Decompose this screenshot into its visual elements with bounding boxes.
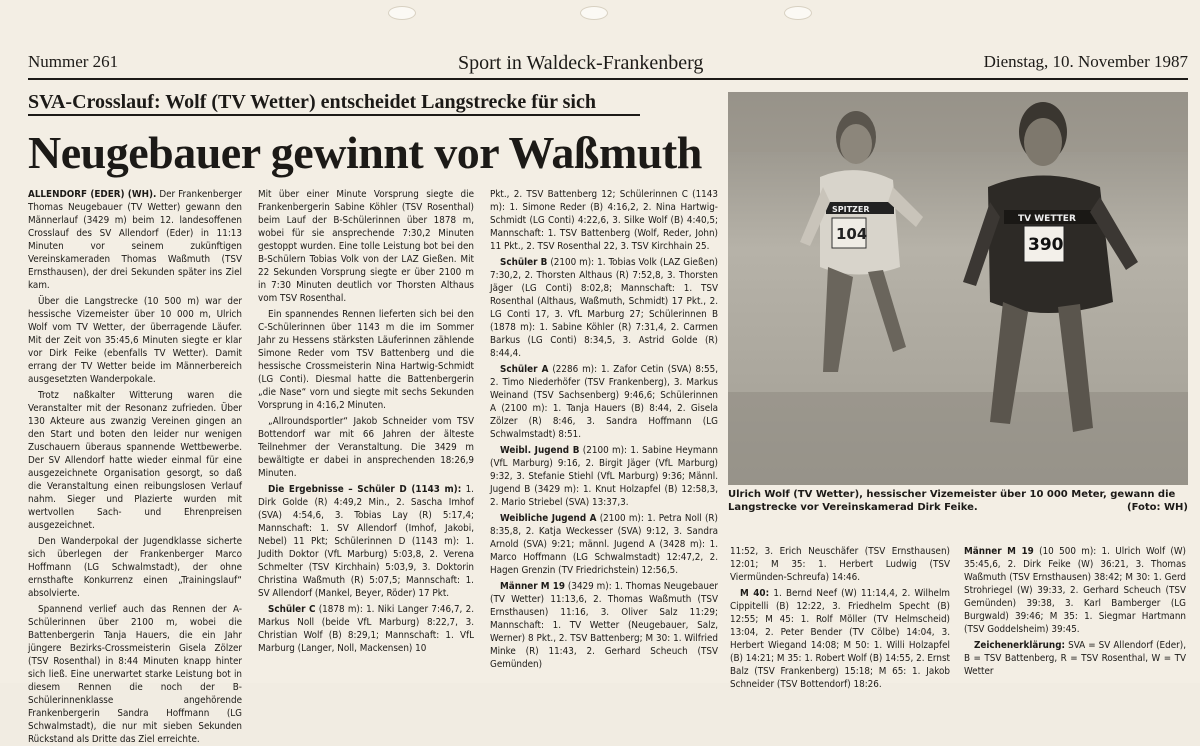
paragraph-lead: Männer M 19	[500, 581, 565, 592]
paragraph-text: Den Wanderpokal der Jugendklasse sicherte sich überlegen der Frankenberger Marco Hoffmann (LG Schwalmstadt), der ohne ernsthafte Konkurrenz einen „Trainingslauf“ absolvierte.	[28, 536, 242, 599]
text-column-1	[28, 188, 243, 745]
text-column-4	[730, 545, 950, 690]
paragraph-text: (2286 m): 1. Zafor Cetin (SVA) 8:55, 2. Timo Niederhöfer (TSV Frankenberg), 3. Markus Weinand (TSV Sachsenberg) 9:46,6; Schülerinnen A (2100 m): 1. Tanja Hauers (B) 8:44, 2. Gisela Zölzer (R) 8:46, 3. Sandra Hoffmann (LG Schwalmstadt) 8:51.	[490, 364, 718, 440]
paragraph-lead: M 40:	[740, 588, 770, 599]
paragraph-lead: Die Ergebnisse – Schüler D (1143 m):	[268, 484, 462, 495]
text-column-3	[490, 188, 718, 680]
paragraph	[490, 188, 718, 253]
photo-caption	[728, 488, 1188, 514]
punch-hole	[784, 6, 812, 20]
paragraph-text: Trotz naßkalter Witterung waren die Veranstalter mit der Resonanz zufrieden. Über 130 Akteure aus zwanzig Vereinen gingen an den Start und boten den leider nur wenigen Zuschauern überaus spannende Wettbewerbe. Der SV Allendorf hatte wieder einmal für eine ausgezeichnete Organisation gesorgt, so daß die Veranstaltung einen reibungslosen Verlauf nahm. Sieger und Plazierte wurden mit wertvollen Sach- und Ehrenpreisen ausgezeichnet.	[28, 390, 242, 531]
paragraph-text: 1. Bernd Neef (W) 11:14,4, 2. Wilhelm Cippitelli (B) 12:22, 3. Friedhelm Specht (B) 12:55; M 45: 1. Rolf Möller (TV Helmscheid) 13:04, 2. Peter Bender (TV Cölbe) 14:04, 3. Herbert Wiegand 14:08; M 50: 1. Willi Holzapfel (B) 14:21; M 35: 1. Robert Wolf (B) 14:55, 2. Ernst Balz (TSV Frankenberg) 15:18; M 65: 1. Jakob Schneider (TSV Bottendorf) 18:26.	[730, 588, 950, 690]
paragraph-lead: Schüler C	[268, 604, 316, 615]
section-title: Sport in Waldeck-Frankenberg	[458, 52, 704, 74]
paragraph	[730, 545, 950, 584]
bib-right: 390	[1028, 235, 1064, 255]
text-column-5	[964, 545, 1186, 681]
paragraph	[28, 389, 242, 532]
paragraph	[490, 256, 718, 360]
shirt-print-left: SPITZER	[832, 205, 870, 214]
text-column-2	[258, 188, 474, 680]
paragraph	[490, 512, 718, 577]
paragraph-text: Ein spannendes Rennen lieferten sich bei den C-Schülerinnen über 1143 m die im Sommer Jahr zu Hessens stärksten Läuferinnen zählende Simone Reder vom TSV Battenberg und die hessische Crossmeisterin Nina Hartwig-Schmidt (LG Conti). Diesmal hatte die Battenbergerin „die Nase“ vorn und siegte mit sechs Sekunden Vorsprung in 4:16,2 Minuten.	[258, 309, 474, 411]
paragraph-text: 11:52, 3. Erich Neuschäfer (TSV Ernsthausen) 12:01; M 35: 1. Herbert Ludwig (TSV Viermünden-Schreufa) 14:46.	[730, 546, 950, 583]
paragraph-text: Spannend verlief auch das Rennen der A-Schülerinnen über 2100 m, wobei die Battenbergerin Tanja Hauers, die ein Jahr jüngere Bezirks-Crossmeisterin Gisela Zölzer (TSV Rosenthal) in 8:44 Minuten knapp hinter sich ließ. Eine unerwartet starke Leistung bot in diesem Rennen die noch der B-Schülerinnenklasse angehörende Frankenbergerin Sandra Hoffmann (LG Schwalmstadt), die nur mit sieben Sekunden Rückstand als Dritte das Ziel erreichte.	[28, 604, 242, 745]
paragraph	[28, 188, 242, 292]
paragraph-text: „Allroundsportler“ Jakob Schneider vom TSV Bottendorf war mit 66 Jahren der älteste Teilnehmer der Veranstaltung. Die 3429 m bewältigte er dabei in ansprechenden 18:26,9 Minuten.	[258, 416, 474, 479]
article-headline: Neugebauer gewinnt vor Waßmuth	[28, 127, 702, 178]
punch-hole	[580, 6, 608, 20]
paragraph-text: SVA = SV Allendorf (Eder), B = TSV Battenberg, R = TSV Rosenthal, W = TV Wetter	[964, 640, 1186, 677]
paragraph-text: Mit über einer Minute Vorsprung siegte die Frankenbergerin Sabine Köhler (TSV Rosenthal) beim Lauf der B-Schülerinnen über 1878 m, wobei für sie ansprechende 7:30,2 Minuten gestoppt wurden. Eine tolle Leistung bot bei den B-Schülern Tobias Volk von der LAZ Gießen. Mit 22 Sekunden Vorsprung siegte er über 2100 m in 7:30 Minuten deutlich vor Thorsten Althaus vom TSV Rosenthal.	[258, 189, 474, 304]
runners-illustration	[728, 92, 1188, 485]
paragraph	[28, 535, 242, 600]
article-kicker: SVA-Crosslauf: Wolf (TV Wetter) entscheidet Langstrecke für sich	[28, 90, 640, 116]
caption-text: Ulrich Wolf (TV Wetter), hessischer Vizemeister über 10 000 Meter, gewann die Langstrecke vor Vereinskamerad Dirk Feike.	[728, 489, 1176, 513]
paragraph	[490, 363, 718, 441]
paragraph-lead: Weibl. Jugend B	[500, 445, 580, 456]
paragraph-text: (1878 m): 1. Niki Langer 7:46,7, 2. Markus Noll (beide VfL Marburg) 8:22,7, 3. Christian Wolf (B) 8:29,1; Mannschaft: 1. VfL Marburg (Langer, Noll, Mackensen) 10	[258, 604, 475, 654]
issue-number: Nummer 261	[28, 52, 119, 71]
paragraph	[258, 415, 474, 480]
masthead	[28, 50, 1188, 80]
paragraph-lead: Zeichenerklärung:	[974, 640, 1066, 651]
paragraph	[490, 580, 718, 671]
paragraph-text: Über die Langstrecke (10 500 m) war der hessische Vizemeister über 10 000 m, Ulrich Wolf vom TV Wetter, der überragende Läufer. Mit der Zeit von 35:45,6 Minuten siegte er klar vor Dirk Feike (ebenfalls TV Wetter). Damit errang der TV Wetter beide im Männerbereich ausgesetzten Wanderpokale.	[28, 296, 242, 385]
paragraph-text: Pkt., 2. TSV Battenberg 12; Schülerinnen C (1143 m): 1. Simone Reder (B) 4:16,2, 2. Nina Hartwig-Schmidt (LG Conti) 4:22,6, 3. Silke Wolf (B) 4:40,5; Mannschaft: 1. TSV Battenberg (Wolf, Reder, John) 11 Pkt., 2. TSV Rosenthal 22, 3. TSV Kirchhain 25.	[490, 189, 718, 252]
shirt-print-right: TV WETTER	[1018, 214, 1076, 224]
paragraph-lead: Schüler A	[500, 364, 549, 375]
paragraph	[730, 587, 950, 691]
paragraph	[258, 483, 474, 600]
paragraph-text: (2100 m): 1. Tobias Volk (LAZ Gießen) 7:30,2, 2. Thorsten Althaus (R) 7:52,8, 3. Thorsten Jäger (LG Conti) 8:02,8; Mannschaft: 1. TSV Rosenthal (Althaus, Waßmuth, Schmidt) 17 Pkt., 2. LG Conti 17, 3. VfL Marburg 27; Schülerinnen B (1878 m): 1. Sabine Köhler (R) 7:31,4, 2. Carmen Barkus (LG Conti) 8:34,5, 3. Astrid Golde (R) 8:44,4.	[490, 257, 718, 359]
paragraph-text: 1. Dirk Golde (R) 4:49,2 Min., 2. Sascha Imhof (SVA) 4:54,6, 3. Tobias Lay (R) 5:17,4; Mannschaft: 1. SV Allendorf (Imhof, Jakobi, Nebel) 11 Pkt; Schülerinnen D (1143 m): 1. Judith Doktor (VfL Marburg) 5:03,8, 2. Verena Schmelter (TSV Kirchhain) 5:03,9, 3. Doktorin Christina Waßmuth (R) 5:07,5; Mannschaft: 1. SV Allendorf (Mankel, Beyer, Röder) 17 Pkt.	[258, 484, 474, 599]
paragraph-lead: Weibliche Jugend A	[500, 513, 597, 524]
paragraph-text: (2100 m): 1. Sabine Heymann (VfL Marburg) 9:16, 2. Birgit Jäger (VfL Marburg) 9:32, 3. Stefanie Stiehl (VfL Marburg) 9:36; Männl. Jugend B (3429 m): 1. Knut Holzapfel (B) 12:58,3, 2. Mario Striebel (SVA) 13:37,3.	[490, 445, 718, 508]
paragraph	[964, 545, 1186, 636]
paragraph	[964, 639, 1186, 678]
paragraph	[28, 295, 242, 386]
paragraph	[490, 444, 718, 509]
race-photo	[728, 92, 1188, 485]
bib-left: 104	[836, 225, 868, 243]
photo-credit: (Foto: WH)	[1127, 502, 1188, 513]
paragraph	[258, 603, 474, 655]
paragraph	[258, 308, 474, 412]
paragraph-text: Der Frankenberger Thomas Neugebauer (TV Wetter) gewann den Männerlauf (3429 m) beim 12. landesoffenen Crosslauf des SV Allendorf (Eder) in 11:13 Minuten vor seinem zukünftigen Vereinskameraden Thomas Waßmuth (TSV Ernsthausen), der drei Sekunden später ins Ziel kam.	[28, 189, 243, 291]
paragraph-lead: Schüler B	[500, 257, 548, 268]
paragraph-lead: ALLENDORF (EDER) (WH).	[28, 189, 157, 200]
paragraph-lead: Männer M 19	[964, 546, 1034, 557]
paragraph-text: (3429 m): 1. Thomas Neugebauer (TV Wetter) 11:13,6, 2. Thomas Waßmuth (TSV Ernsthausen) 11:16, 3. Oliver Salz 11:29; Mannschaft: 1. TV Wetter (Neugebauer, Salz, Werner) 8 Pkt., 2. TSV Battenberg; M 30: 1. Wilfried Minke (R) 11:43, 2. Gerhard Scheuch (TSV Gemünden)	[490, 581, 718, 670]
punch-hole	[388, 6, 416, 20]
paragraph	[258, 188, 474, 305]
issue-date: Dienstag, 10. November 1987	[983, 52, 1188, 71]
paragraph	[28, 603, 242, 746]
paragraph-text: (2100 m): 1. Petra Noll (R) 8:35,8, 2. Katja Weckesser (SVA) 9:12, 3. Sandra Arnold (SVA) 9:21; männl. Jugend A (3428 m): 1. Marco Hoffmann (LG Schwalmstadt) 12:47,2, 2. Hagen Grenzin (TV Friedrichstein) 12:56,5.	[490, 513, 718, 576]
paragraph-text: (10 500 m): 1. Ulrich Wolf (W) 35:45,6, 2. Dirk Feike (W) 36:21, 3. Thomas Waßmuth (TSV Ernsthausen) 38:42; M 30: 1. Gerd Strohriegel (W) 39:33, 2. Gerhard Scheuch (TSV Gemünden) 39:38, 3. Karl Bamberger (LG Burgwald) 39:46; M 35: 1. Siegmar Hartmann (TSV Goddelsheim) 39:45.	[964, 546, 1186, 635]
